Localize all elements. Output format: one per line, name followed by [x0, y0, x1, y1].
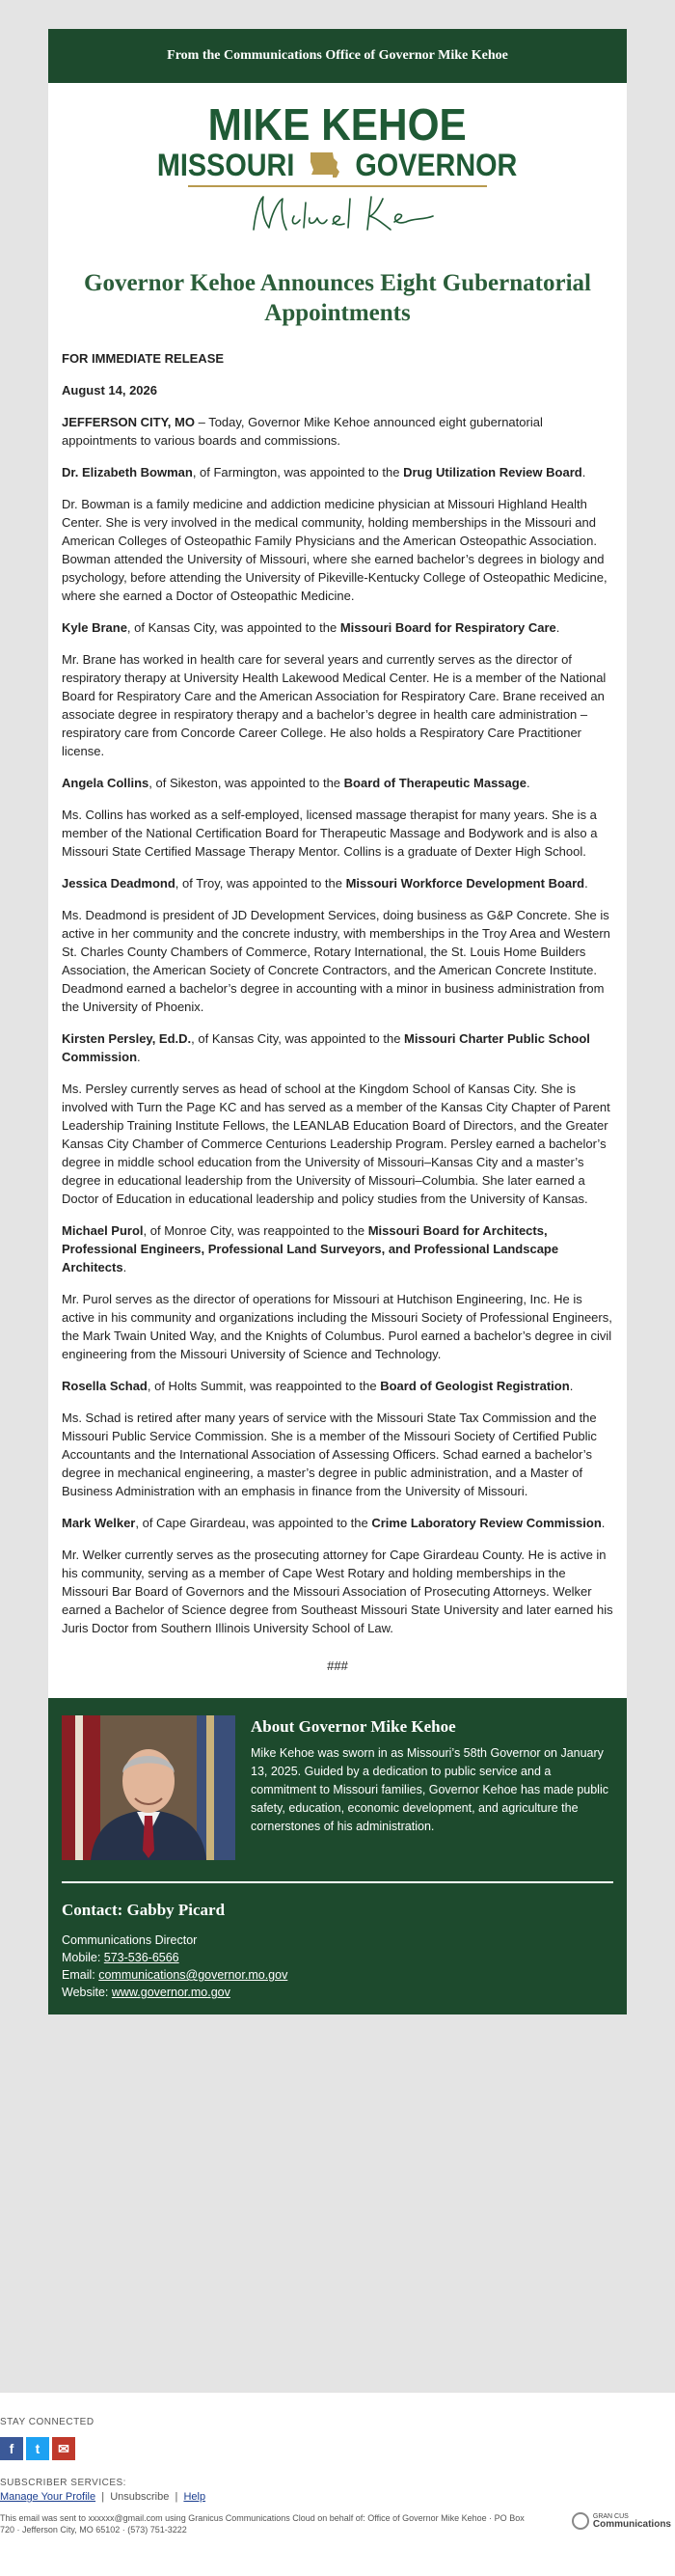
website-label: Website: — [62, 1986, 112, 1999]
appointee-bio: Ms. Persley currently serves as head of school at the Kingdom School of Kansas City. She is involved with Turn the Page KC and has served as a member of the Kansas City Chapter of Parent Leadership Training Institute Fellows, the LEANLAB Education Board of Directors, and the Greater Kansas City Chamber of Commerce Centurions Leadership Program. Persley earned a bachelor’s degree in middle school education from the University of Missouri–Kansas City and a master’s degree in educational leadership from the University of Missouri–Columbia. She later earned a Doctor of Education in educational leadership and policy studies from the University of Kansas. — [62, 1082, 610, 1206]
subscriber-services-label: SUBSCRIBER SERVICES: — [0, 2478, 126, 2488]
appointee-bio: Mr. Brane has worked in health care for several years and currently serves as the director of respiratory therapy at University Health Lakewood Medical Center. He is a member of the National Board for Respiratory Care and the American Association for Respiratory Care. Brane received an associate degree in respiratory therapy and a bachelor’s degree in health care administration – respiratory care from Concorde Career College. He also holds a Respiratory Care Practitioner license. — [62, 652, 607, 758]
appointment-line — [62, 874, 613, 892]
appointment-line — [62, 1029, 613, 1066]
missouri-state-icon — [308, 151, 340, 179]
appointee-bio: Ms. Deadmond is president of JD Development Services, doing business as G&P Concrete. She is active in her community and the concrete industry, with memberships in the Troy Area and Western St. Charles County Chambers of Commerce, Rotary International, the St. Louis Home Builders Association, the American Society of Concrete Contractors, and the American Concrete Institute. Deadmond earned a bachelor’s degree in accounting with a minor in business administration from the University of Phoenix. — [62, 908, 610, 1014]
stay-connected-label: STAY CONNECTED — [0, 2417, 94, 2427]
press-release-content — [48, 349, 627, 1675]
appointment-text: , of Kansas City, was appointed to the — [126, 620, 340, 635]
fine-print — [0, 2512, 675, 2535]
granicus-wordmark — [593, 2513, 671, 2530]
email-body — [48, 29, 627, 2014]
logo-left-word: MISSOURI — [156, 148, 294, 182]
intro-paragraph — [62, 413, 613, 450]
appointee-name: Dr. Elizabeth Bowman — [62, 465, 193, 480]
appointment-text: , of Kansas City, was appointed to the — [191, 1031, 405, 1046]
twitter-icon[interactable]: t — [26, 2437, 49, 2460]
granicus-small-text: GRAN CUS — [592, 2512, 629, 2520]
board-name: Missouri Charter Public School Commission — [62, 1031, 590, 1064]
appointment-line — [62, 618, 613, 637]
board-name: Board of Geologist Registration — [380, 1379, 570, 1393]
appointee-bio: Ms. Schad is retired after many years of service with the Missouri State Tax Commission and the Missouri Public Service Commission. She is a member of the Missouri Society of Certified Public Accountants and the International Association of Assessing Officers. Schad earned a bachelor’s degree in mechanical engineering, a master’s degree in public administration, and a Master of Business Administration with an emphasis in finance from the University of Missouri. — [62, 1411, 597, 1498]
mobile-link[interactable]: 573-536-6566 — [103, 1951, 179, 1964]
appointment-period: . — [581, 465, 586, 480]
logo-gold-rule — [188, 185, 487, 187]
appointment-line — [62, 774, 613, 792]
intro-text: – Today, Governor Mike Kehoe announced eight gubernatorial appointments to various boards and commissions. — [62, 415, 543, 448]
board-name: Board of Therapeutic Massage — [343, 776, 526, 790]
email-icon[interactable]: ✉ — [52, 2437, 75, 2460]
website-link[interactable]: www.governor.mo.gov — [111, 1986, 230, 1999]
appointment-period: . — [601, 1516, 606, 1530]
press-headline: Governor Kehoe Announces Eight Gubernatorial Appointments — [84, 270, 591, 326]
logo-row — [149, 149, 526, 181]
appointment-text: , of Farmington, was appointed to the — [192, 465, 404, 480]
appointment-period: . — [584, 876, 588, 891]
mobile-label: Mobile: — [62, 1951, 104, 1964]
appointment-period: . — [555, 620, 560, 635]
granicus-big-text: Communications — [592, 2518, 671, 2530]
about-title: About Governor Mike Kehoe — [251, 1717, 456, 1736]
end-mark: ### — [327, 1658, 348, 1673]
appointee-name: Angela Collins — [62, 776, 149, 790]
email-label: Email: — [62, 1968, 99, 1982]
header-banner-text: From the Communications Office of Governor Mike Kehoe — [167, 48, 508, 63]
board-name: Missouri Workforce Development Board — [345, 876, 585, 891]
appointment-text: , of Troy, was appointed to the — [175, 876, 346, 891]
appointee-name: Mark Welker — [62, 1516, 136, 1530]
appointment-text: , of Sikeston, was appointed to the — [148, 776, 344, 790]
fine-print-text: This email was sent to xxxxxx@gmail.com using Granicus Communications Cloud on behalf of: Office of Governor Mike Kehoe · PO Box 720 · Jefferson City, MO 65102 · (573) 751-3222 — [0, 2513, 525, 2535]
release-label: FOR IMMEDIATE RELEASE — [62, 351, 225, 366]
link-separator: | — [101, 2491, 105, 2503]
logo-name: MIKE KEHOE — [207, 99, 468, 150]
manage-profile-link[interactable]: Manage Your Profile — [0, 2491, 96, 2503]
board-name: Drug Utilization Review Board — [403, 465, 582, 480]
board-name: Crime Laboratory Review Commission — [371, 1516, 602, 1530]
logo-right-word: GOVERNOR — [355, 148, 518, 182]
appointee-bio: Ms. Collins has worked as a self-employed, licensed massage therapist for many years. She is a member of the National Certification Board for Therapeutic Massage and Bodywork and is also a Missouri State Certified Massage Therapy Mentor. Collins is a graduate of Dexter High School. — [62, 808, 598, 859]
appointment-text: , of Monroe City, was reappointed to the — [143, 1223, 368, 1238]
email-link[interactable]: communications@governor.mo.gov — [98, 1968, 288, 1982]
appointment-period: . — [137, 1050, 141, 1064]
about-section — [48, 1698, 627, 2014]
section-divider — [62, 1881, 613, 1883]
contact-email — [62, 1966, 613, 1984]
unsubscribe-link[interactable]: Unsubscribe — [110, 2491, 170, 2503]
appointment-text: , of Holts Summit, was reappointed to the — [147, 1379, 381, 1393]
granicus-icon — [572, 2512, 589, 2530]
governor-portrait-image — [62, 1715, 235, 1860]
appointment-line — [62, 1221, 613, 1276]
link-separator: | — [175, 2491, 178, 2503]
signature-image — [227, 191, 448, 237]
appointee-bio: Mr. Welker currently serves as the prosecuting attorney for Cape Girardeau County. He is active in his community, serving as a member of Cape West Rotary and holding memberships in the Missouri Bar Board of Governors and the Missouri Association of Prosecuting Attorneys. Welker earned a Bachelor of Science degree from Southeast Missouri State University and later earned his Juris Doctor from Southern Illinois University School of Law. — [62, 1548, 613, 1635]
appointment-text: , of Cape Girardeau, was appointed to the — [135, 1516, 372, 1530]
appointment-period: . — [122, 1260, 127, 1274]
contact-website — [62, 1984, 613, 2001]
contact-mobile — [62, 1949, 613, 1966]
granicus-logo[interactable] — [572, 2512, 675, 2530]
email-footer — [0, 2417, 675, 2535]
appointee-bio: Dr. Bowman is a family medicine and addiction medicine physician at Missouri Highland Health Center. She is very involved in the medical community, holding memberships in the Missouri and American Colleges of Osteopathic Family Physicians and the American Osteopathic Association. Bowman attended the University of Missouri, where she earned bachelor’s degrees in biology and psychology, before attending the University of Pikeville-Kentucky College of Osteopathic Medicine, where she earned a Doctor of Osteopathic Medicine. — [62, 497, 608, 603]
appointee-name: Rosella Schad — [62, 1379, 148, 1393]
appointment-line — [62, 463, 613, 481]
appointment-period: . — [569, 1379, 574, 1393]
dateline: JEFFERSON CITY, MO — [62, 415, 195, 429]
appointment-line — [62, 1514, 613, 1532]
subscriber-links — [0, 2491, 675, 2503]
about-top — [62, 1715, 613, 1860]
appointee-bio: Mr. Purol serves as the director of operations for Missouri at Hutchison Engineering, Inc. He is active in his community and organizations including the Missouri Society of Professional Engineers, the Mark Twain United Way, and the Knights of Columbus. Purol earned a bachelor’s degree in civil engineering from the Missouri University of Science and Technology. — [62, 1292, 612, 1361]
governor-logo — [48, 83, 627, 257]
appointment-line — [62, 1377, 613, 1395]
header-banner — [48, 29, 627, 83]
appointee-name: Kyle Brane — [62, 620, 127, 635]
appointee-name: Kirsten Persley, Ed.D. — [62, 1031, 192, 1046]
about-copy — [251, 1715, 613, 1860]
contact-role: Communications Director — [62, 1933, 198, 1947]
board-name: Missouri Board for Architects, Professional Engineers, Professional Land Surveyors, and Professional Landscape Architects — [62, 1223, 559, 1274]
board-name: Missouri Board for Respiratory Care — [339, 620, 556, 635]
contact-title: Contact: Gabby Picard — [62, 1901, 226, 1919]
appointment-period: . — [526, 776, 530, 790]
appointee-name: Michael Purol — [62, 1223, 144, 1238]
facebook-icon[interactable]: f — [0, 2437, 23, 2460]
help-link[interactable]: Help — [183, 2491, 206, 2503]
release-date: August 14, 2026 — [62, 383, 157, 397]
appointee-name: Jessica Deadmond — [62, 876, 176, 891]
social-icons — [0, 2437, 675, 2460]
about-text: Mike Kehoe was sworn in as Missouri’s 58th Governor on January 13, 2025. Guided by a dedication to public service and a commitment to Missouri families, Governor Kehoe has made public safety, education, economic development, and agriculture the cornerstones of his administration. — [251, 1746, 608, 1833]
